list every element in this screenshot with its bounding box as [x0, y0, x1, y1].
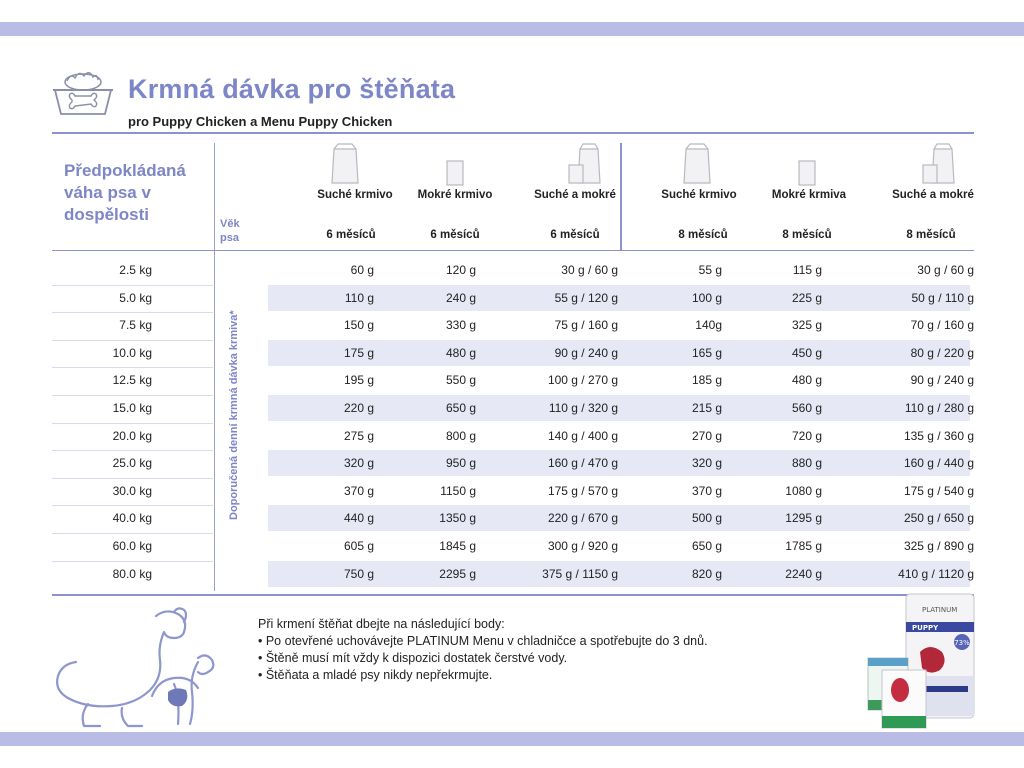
column-food-type: Suché krmivo [661, 189, 737, 201]
portion-cell: 220 g / 670 g [547, 511, 618, 525]
weight-cell: 30.0 kg [112, 484, 152, 498]
portion-cell: 650 g [445, 401, 476, 415]
page-title: Krmná dávka pro štěňata [128, 74, 456, 104]
portion-cell: 320 g [691, 456, 722, 470]
portion-cell: 800 g [445, 429, 476, 443]
column-food-type: Suché a mokré [534, 189, 616, 201]
vertical-section-label: Doporučená denní krmná dávka krmiva* [228, 310, 240, 520]
page-subtitle: pro Puppy Chicken a Menu Puppy Chicken [128, 114, 393, 129]
svg-text:PUPPY: PUPPY [912, 624, 939, 632]
portion-cell: 375 g / 1150 g [542, 567, 618, 581]
dry-food-bag-icon [682, 143, 712, 185]
table-row [52, 340, 974, 366]
svg-text:PLATINUM: PLATINUM [922, 606, 958, 614]
portion-cell: 270 g [691, 429, 722, 443]
age-row-header: Věk psa [220, 218, 240, 244]
svg-text:73%: 73% [954, 639, 970, 647]
portion-cell: 90 g / 240 g [910, 373, 974, 387]
portion-cell: 165 g [691, 346, 722, 360]
column-age: 6 měsíců [550, 229, 600, 241]
portion-cell: 160 g / 470 g [547, 456, 618, 470]
weight-cell: 7.5 kg [119, 318, 152, 332]
portion-cell: 325 g / 890 g [903, 539, 974, 553]
weight-cell: 80.0 kg [112, 567, 152, 581]
portion-cell: 450 g [791, 346, 822, 360]
portion-cell: 160 g / 440 g [903, 456, 974, 470]
column-food-type: Suché a mokré [892, 189, 974, 201]
portion-cell: 30 g / 60 g [917, 263, 974, 277]
portion-cell: 2240 g [785, 567, 822, 581]
column-age: 8 měsíců [782, 229, 832, 241]
weight-cell: 12.5 kg [112, 373, 152, 387]
portion-cell: 55 g / 120 g [554, 291, 618, 305]
portion-cell: 185 g [691, 373, 722, 387]
notes-item: • Štěně musí mít vždy k dispozici dostatek čerstvé vody. [258, 651, 568, 665]
portion-cell: 70 g / 160 g [910, 318, 974, 332]
portion-cell: 215 g [691, 401, 722, 415]
portion-cell: 410 g / 1120 g [898, 567, 974, 581]
portion-cell: 950 g [445, 456, 476, 470]
portion-cell: 300 g / 920 g [547, 539, 618, 553]
table-row [52, 561, 974, 587]
portion-cell: 135 g / 360 g [903, 429, 974, 443]
column-food-type: Mokré krmiva [771, 189, 847, 201]
portion-cell: 1845 g [439, 539, 476, 553]
portion-cell: 1080 g [785, 484, 822, 498]
portion-cell: 650 g [691, 539, 722, 553]
weight-cell: 2.5 kg [119, 263, 152, 277]
portion-cell: 175 g / 540 g [903, 484, 974, 498]
portion-cell: 110 g / 320 g [548, 401, 618, 415]
column-age: 6 měsíců [326, 229, 376, 241]
portion-cell: 55 g [698, 263, 722, 277]
table-row [52, 478, 974, 504]
portion-cell: 2295 g [439, 567, 476, 581]
portion-cell: 605 g [343, 539, 374, 553]
portion-cell: 30 g / 60 g [561, 263, 618, 277]
column-age: 6 měsíců [430, 229, 480, 241]
portion-cell: 150 g [343, 318, 374, 332]
portion-cell: 50 g / 110 g [911, 291, 974, 305]
portion-cell: 720 g [791, 429, 822, 443]
dry-food-bag-icon [330, 143, 360, 185]
portion-cell: 750 g [343, 567, 374, 581]
table-row [52, 423, 974, 449]
weight-cell: 15.0 kg [112, 401, 152, 415]
header-bottom-rule [52, 250, 974, 251]
portion-cell: 370 g [343, 484, 374, 498]
portion-cell: 275 g [343, 429, 374, 443]
portion-cell: 90 g / 240 g [554, 346, 618, 360]
table-row [52, 533, 974, 559]
portion-cell: 120 g [445, 263, 476, 277]
table-row [52, 450, 974, 476]
portion-cell: 100 g [691, 291, 722, 305]
column-food-type: Suché krmivo [317, 189, 393, 201]
weight-cell: 5.0 kg [119, 291, 152, 305]
notes-intro: Při krmení štěňat dbejte na následující body: [258, 617, 505, 631]
dog-bowl-icon [50, 68, 116, 120]
column-age: 8 měsíců [906, 229, 956, 241]
portion-cell: 140g [695, 318, 722, 332]
notes-item: • Po otevřené uchovávejte PLATINUM Menu v chladničce a spotřebujte do 3 dnů. [258, 634, 708, 648]
header-rule [52, 132, 974, 134]
weight-cell: 60.0 kg [112, 539, 152, 553]
portion-cell: 500 g [691, 511, 722, 525]
wet-food-pack-icon [446, 160, 464, 186]
table-row [52, 312, 974, 338]
portion-cell: 110 g / 280 g [904, 401, 974, 415]
weight-cell: 10.0 kg [112, 346, 152, 360]
table-row [52, 367, 974, 393]
portion-cell: 225 g [791, 291, 822, 305]
table-row [52, 395, 974, 421]
portion-cell: 560 g [791, 401, 822, 415]
bottom-band [0, 732, 1024, 746]
portion-cell: 370 g [691, 484, 722, 498]
portion-cell: 330 g [445, 318, 476, 332]
dry-and-wet-icon [568, 143, 602, 185]
portion-cell: 175 g [343, 346, 374, 360]
table-row [52, 257, 974, 283]
wet-food-pack-icon [798, 160, 816, 186]
portion-cell: 440 g [343, 511, 374, 525]
portion-cell: 240 g [445, 291, 476, 305]
portion-cell: 550 g [445, 373, 476, 387]
weight-cell: 20.0 kg [112, 429, 152, 443]
portion-cell: 110 g [344, 291, 374, 305]
dry-and-wet-icon [922, 143, 956, 185]
portion-cell: 250 g / 650 g [903, 511, 974, 525]
portion-cell: 140 g / 400 g [547, 429, 618, 443]
weight-cell: 40.0 kg [112, 511, 152, 525]
product-packaging-image [862, 592, 978, 730]
feeding-notes [258, 616, 708, 684]
portion-cell: 1350 g [439, 511, 476, 525]
column-age: 8 měsíců [678, 229, 728, 241]
portion-cell: 175 g / 570 g [547, 484, 618, 498]
portion-cell: 480 g [791, 373, 822, 387]
portion-cell: 115 g [792, 263, 822, 277]
notes-item: • Štěňata a mladé psy nikdy nepřekrmujte. [258, 668, 493, 682]
table-row [52, 505, 974, 531]
portion-cell: 1150 g [440, 484, 476, 498]
weight-column-header: Předpokládaná váha psa v dospělosti [64, 161, 186, 224]
portion-cell: 880 g [791, 456, 822, 470]
column-food-type: Mokré krmivo [417, 189, 493, 201]
top-band [0, 22, 1024, 36]
portion-cell: 1785 g [785, 539, 822, 553]
portion-cell: 325 g [791, 318, 822, 332]
weight-cell: 25.0 kg [112, 456, 152, 470]
portion-cell: 220 g [343, 401, 374, 415]
portion-cell: 480 g [445, 346, 476, 360]
portion-cell: 100 g / 270 g [547, 373, 618, 387]
portion-cell: 820 g [691, 567, 722, 581]
dogs-illustration [48, 604, 218, 732]
portion-cell: 195 g [343, 373, 374, 387]
portion-cell: 60 g [350, 263, 374, 277]
portion-cell: 75 g / 160 g [554, 318, 618, 332]
table-row [52, 285, 974, 311]
portion-cell: 1295 g [785, 511, 822, 525]
portion-cell: 80 g / 220 g [910, 346, 974, 360]
table-bottom-rule [52, 594, 974, 596]
portion-cell: 320 g [343, 456, 374, 470]
